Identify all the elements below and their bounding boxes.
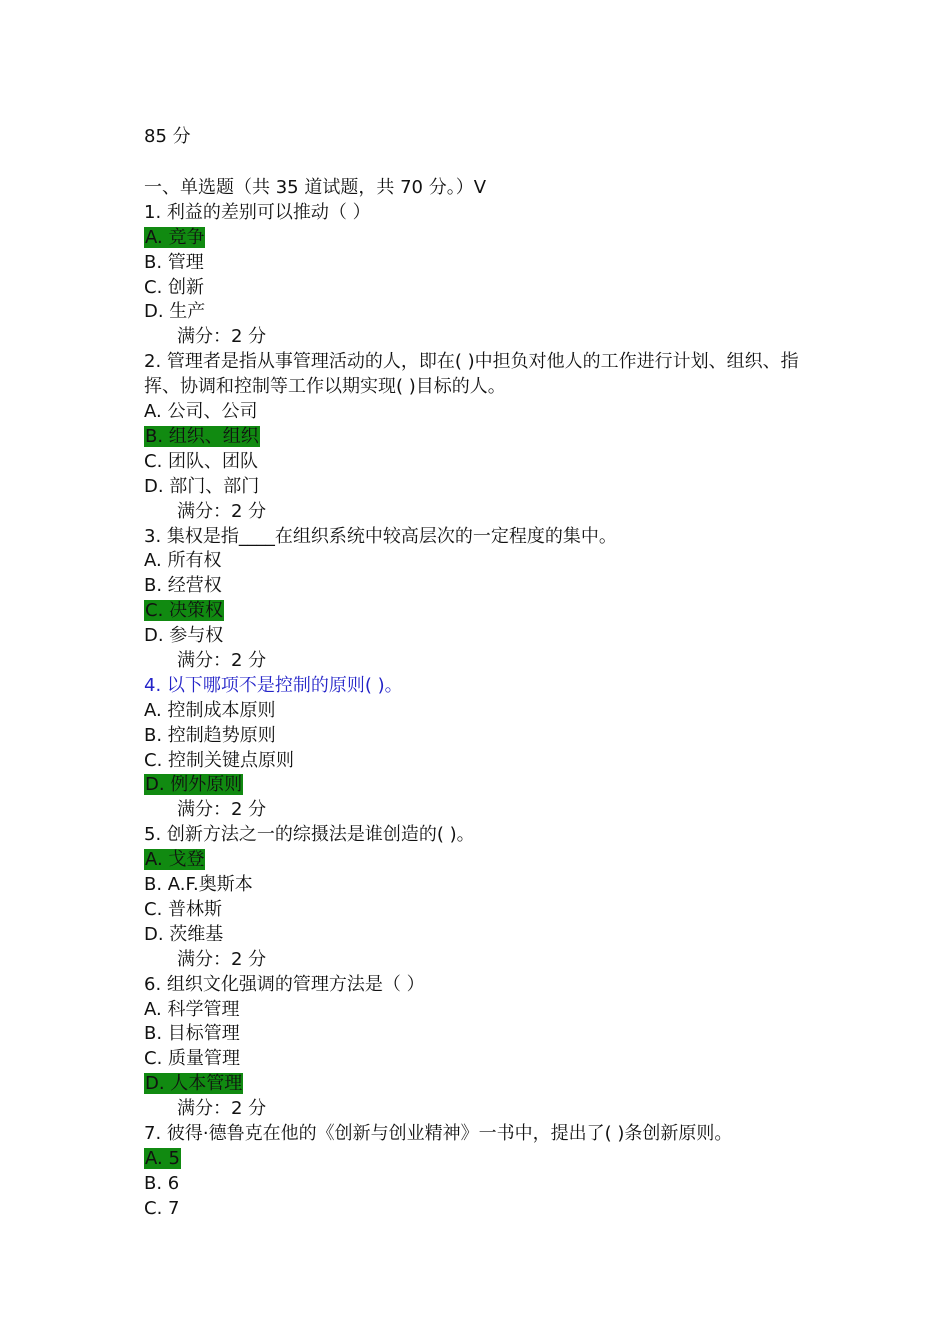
answer-option [144, 848, 834, 873]
correct-answer-label: D. 人本管理 [145, 1073, 243, 1095]
question-score: 满分：2 分 [177, 1098, 267, 1120]
answer-option [144, 923, 834, 948]
answer-option [144, 599, 834, 624]
question-text: 7. 彼得·德鲁克在他的《创新与创业精神》一书中，提出了( )条创新原则。 [144, 1122, 733, 1144]
correct-answer-label: C. 决策权 [145, 600, 224, 622]
correct-answer-label: A. 竞争 [145, 226, 205, 248]
question-text: 6. 组织文化强调的管理方法是（ ） [144, 973, 425, 995]
answer-label: A. 控制成本原则 [144, 699, 276, 721]
answer-label: C. 普林斯 [144, 898, 223, 920]
question-text: 4. 以下哪项不是控制的原则( )。 [144, 674, 403, 696]
correct-answer-label: B. 组织、组织 [145, 425, 259, 447]
answer-option [144, 699, 834, 724]
correct-answer-label: D. 例外原则 [145, 774, 243, 796]
section-header: 一、单选题（共 35 道试题，共 70 分。）V [144, 177, 487, 198]
answer-option [144, 724, 834, 749]
question-text: 3. 集权是指____在组织系统中较高层次的一定程度的集中。 [144, 525, 617, 547]
total-score: 85 分 [144, 126, 191, 147]
question-score: 满分：2 分 [177, 326, 267, 348]
answer-label: A. 科学管理 [144, 998, 240, 1020]
answer-label: C. 质量管理 [144, 1048, 241, 1070]
answer-label: B. 管理 [144, 251, 204, 273]
answer-option [144, 475, 834, 500]
answer-label: C. 控制关键点原则 [144, 749, 295, 771]
answer-option [144, 1047, 834, 1072]
answer-label: B. 经营权 [144, 575, 222, 597]
answer-label: D. 生产 [144, 301, 206, 323]
question-score: 满分：2 分 [177, 799, 267, 821]
answer-label: D. 部门、部门 [144, 475, 260, 497]
answer-option [144, 624, 834, 649]
answer-label: B. A.F.奥斯本 [144, 874, 253, 896]
question-score: 满分：2 分 [177, 500, 267, 522]
answer-option [144, 276, 834, 301]
answer-option [144, 1147, 834, 1172]
answer-label: D. 茨维基 [144, 923, 224, 945]
answer-label: D. 参与权 [144, 625, 224, 647]
question-text: 2. 管理者是指从事管理活动的人，即在( )中担负对他人的工作进行计划、组织、指挥、协调和控制等工作以期实现( )目标的人。 [144, 351, 799, 398]
question-list [144, 176, 834, 1222]
answer-option [144, 873, 834, 898]
answer-option [144, 1022, 834, 1047]
answer-label: C. 7 [144, 1197, 180, 1219]
answer-option [144, 898, 834, 923]
answer-option [144, 773, 834, 798]
answer-label: B. 6 [144, 1172, 180, 1194]
answer-option [144, 998, 834, 1023]
answer-label: C. 团队、团队 [144, 450, 259, 472]
question-text: 5. 创新方法之一的综摄法是谁创造的( )。 [144, 824, 475, 846]
correct-answer-label: A. 5 [145, 1147, 180, 1169]
answer-option [144, 425, 834, 450]
answer-label: B. 目标管理 [144, 1023, 240, 1045]
answer-option [144, 549, 834, 574]
answer-option [144, 450, 834, 475]
correct-answer-label: A. 戈登 [145, 849, 205, 871]
answer-option [144, 749, 834, 774]
answer-label: A. 公司、公司 [144, 401, 258, 423]
answer-option [144, 400, 834, 425]
answer-option [144, 251, 834, 276]
question-score: 满分：2 分 [177, 649, 267, 671]
answer-option [144, 1072, 834, 1097]
answer-label: C. 创新 [144, 276, 205, 298]
answer-option [144, 1197, 834, 1222]
answer-option [144, 574, 834, 599]
answer-label: B. 控制趋势原则 [144, 724, 276, 746]
answer-label: A. 所有权 [144, 550, 222, 572]
answer-option [144, 300, 834, 325]
answer-option [144, 226, 834, 251]
question-text: 1. 利益的差别可以推动（ ） [144, 201, 371, 223]
answer-option [144, 1172, 834, 1197]
question-score: 满分：2 分 [177, 948, 267, 970]
